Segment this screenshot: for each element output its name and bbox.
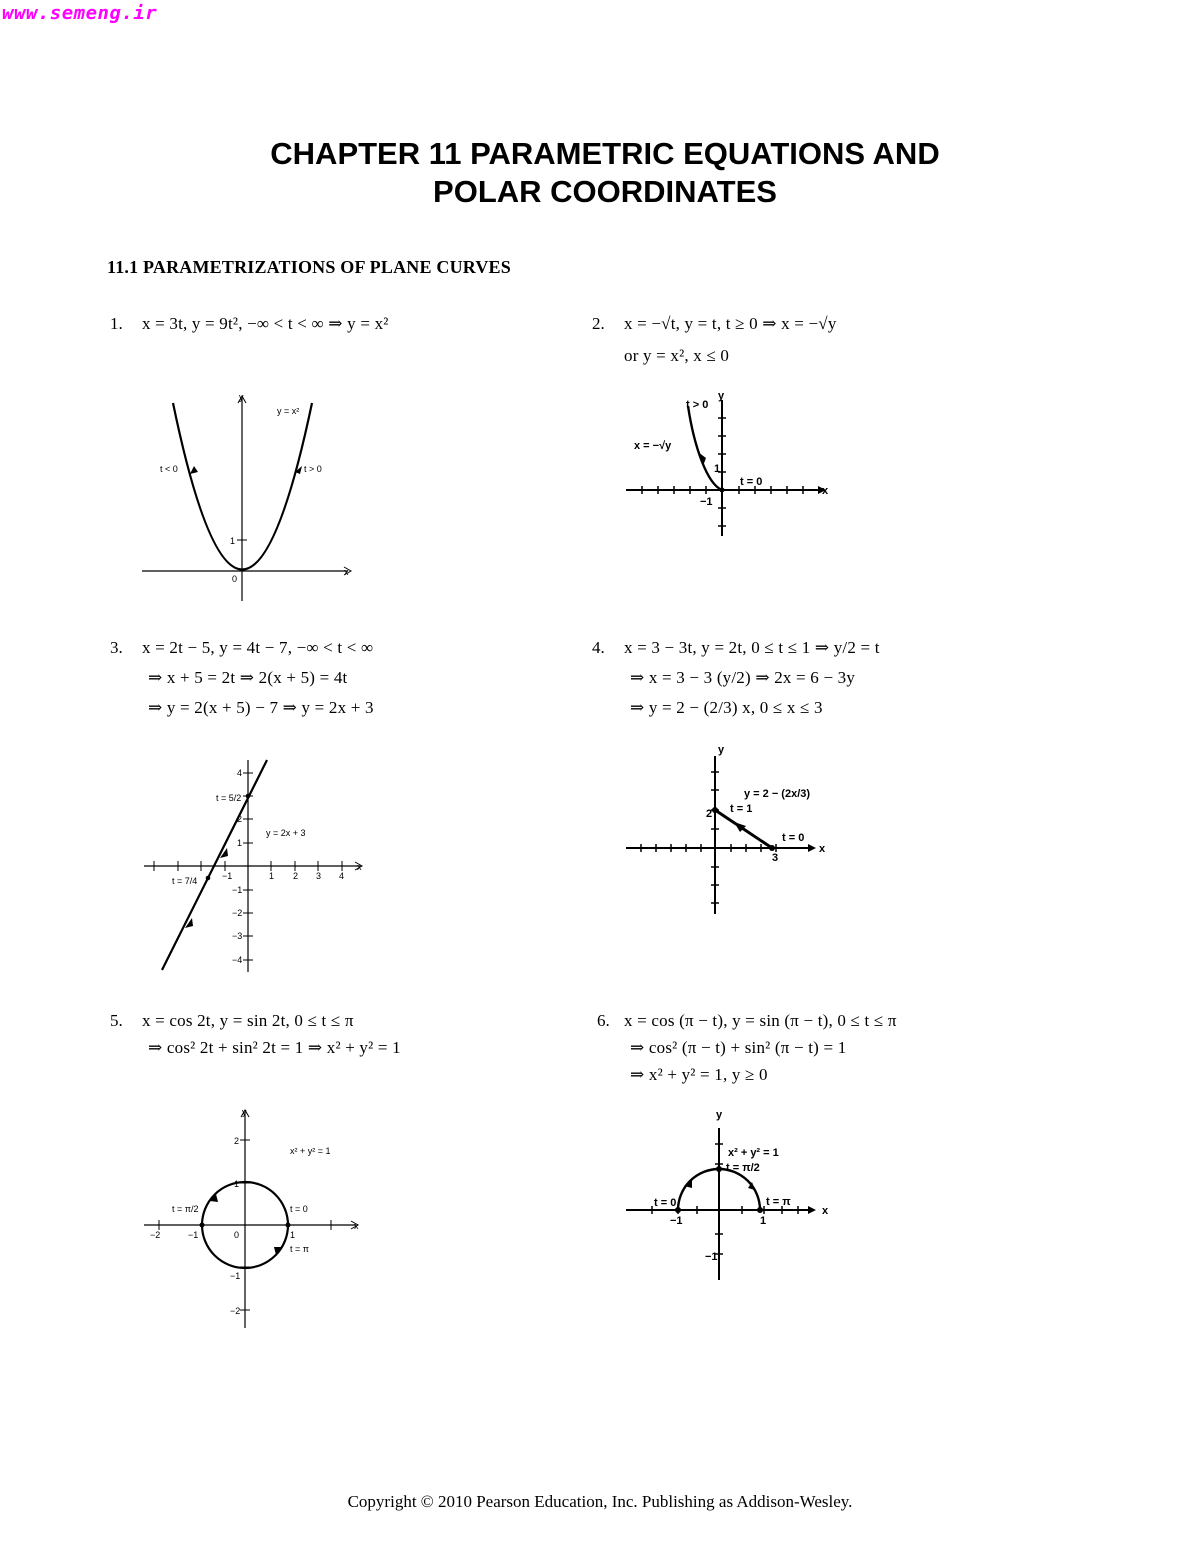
y-tick-2: 2 [237,814,243,824]
x-axis-label: x [357,862,362,872]
point-t-7-4 [206,876,211,881]
problem-6-number: 6. [597,1011,610,1030]
left-point-label: t = 0 [654,1197,677,1209]
x-tick-2: 2 [293,871,299,881]
x-tick-neg2: −2 [150,1230,161,1240]
problem-1-number: 1. [110,314,123,333]
right-point-label: t = π [766,1196,791,1208]
problem-3-line-2: ⇒ x + 5 = 2t ⇒ 2(x + 5) = 4t [148,668,348,687]
point-t-0 [286,1223,291,1228]
y-tick-4: 4 [237,768,243,778]
problem-2-line-1: x = −√t, y = t, t ≥ 0 ⇒ x = −√y [624,314,837,333]
semicircle-label: x² + y² = 1 [728,1147,779,1159]
point-t-pi-2 [200,1223,205,1228]
x-tick-neg1: −1 [670,1215,683,1227]
problem-3-line-1: x = 2t − 5, y = 4t − 7, −∞ < t < ∞ [142,638,374,657]
problem-1-line-1: x = 3t, y = 9t², −∞ < t < ∞ ⇒ y = x² [142,314,389,333]
x-axis-label: x [819,843,826,855]
x-tick-0: 0 [234,1230,240,1240]
point-t-pi [757,1207,763,1213]
problem-5-number: 5. [110,1011,123,1030]
graph-2 [622,388,837,540]
top-point-label: t = π/2 [726,1162,760,1174]
right-branch-label: t > 0 [304,464,322,474]
y-tick-neg1: −1 [232,885,243,895]
y-tick-2: 2 [234,1136,240,1146]
end-label: t = 0 [782,832,805,844]
problem-4-number: 4. [592,638,605,657]
point-t-1 [712,807,718,813]
origin-label: 0 [232,574,238,584]
x-axis-label: x [344,567,349,577]
graph-3 [140,752,370,976]
y-tick-neg2: −2 [230,1306,241,1316]
t-bottom-label: t = 7/4 [172,876,198,886]
point-t-0 [769,845,775,851]
y-tick-neg1: −1 [705,1251,718,1263]
left-branch-arrow [190,466,198,474]
x-axis-arrow [808,844,816,852]
y-tick-neg4: −4 [232,955,243,965]
problem-2-line-2: or y = x², x ≤ 0 [624,346,730,365]
x-tick-neg1: −1 [188,1230,199,1240]
y-axis-label: y [716,1109,723,1121]
problem-6-line-1: x = cos (π − t), y = sin (π − t), 0 ≤ t ≤ π [624,1011,897,1030]
problem-4-line-2: ⇒ x = 3 − 3 (y/2) ⇒ 2x = 6 − 3y [630,668,856,687]
end-label: t = 0 [740,476,763,488]
start-label: t = 1 [730,803,753,815]
problem-3-line-3: ⇒ y = 2(x + 5) − 7 ⇒ y = 2x + 3 [148,698,374,717]
x-tick-4: 4 [339,871,345,881]
chapter-title-line-1: CHAPTER 11 PARAMETRIC EQUATIONS AND [270,136,940,171]
left-point-label: t = π/2 [172,1204,199,1214]
x-axis-label: x [822,1205,829,1217]
point-t-pi-2 [716,1166,722,1172]
y-tick-neg1: −1 [230,1271,241,1281]
x-tick-3: 3 [316,871,322,881]
y-tick-neg2: −2 [232,908,243,918]
x-tick-neg1: −1 [222,871,233,881]
problem-6-line-3: ⇒ x² + y² = 1, y ≥ 0 [630,1065,768,1084]
y-tick-1: 1 [237,838,243,848]
section-heading: 11.1 PARAMETRIZATIONS OF PLANE CURVES [107,257,511,277]
y-axis-label: y [239,392,244,402]
left-branch-label: t < 0 [160,464,178,474]
graph-4 [622,740,837,918]
x-axis-label: x [822,485,829,497]
line-label: y = 2x + 3 [266,828,306,838]
y-axis-label: y [718,390,725,402]
right-top-label: t = 0 [290,1204,308,1214]
x-tick-1: 1 [760,1215,767,1227]
t-top-label: t = 5/2 [216,793,242,803]
y-tick-label: 2 [706,808,713,820]
x-tick-label: 3 [772,852,779,864]
x-tick-1: 1 [290,1230,296,1240]
right-bottom-label: t = π [290,1244,309,1254]
graph-6 [622,1104,837,1284]
y-axis-label: y [242,1107,247,1117]
start-point [720,488,725,493]
point-t-5-2 [246,794,251,799]
x-axis-label: x [354,1221,359,1231]
chapter-title-line-2: POLAR COORDINATES [433,174,777,209]
y-tick-1: 1 [234,1179,240,1189]
problem-6-line-2: ⇒ cos² (π − t) + sin² (π − t) = 1 [630,1038,847,1057]
circle-label: x² + y² = 1 [290,1146,331,1156]
top-label: t > 0 [686,399,709,411]
problem-4-line-1: x = 3 − 3t, y = 2t, 0 ≤ t ≤ 1 ⇒ y/2 = t [624,638,880,657]
problem-5-line-2: ⇒ cos² 2t + sin² 2t = 1 ⇒ x² + y² = 1 [148,1038,401,1057]
x-tick-1: 1 [269,871,275,881]
root-curve [688,406,722,490]
problem-2-number: 2. [592,314,605,333]
copyright-footer: Copyright © 2010 Pearson Education, Inc. Publishing as Addison-Wesley. [347,1492,853,1511]
y-axis-label: y [718,744,725,756]
curve-label: y = x² [277,406,300,416]
segment-label: y = 2 − (2x/3) [744,788,811,800]
x-tick-label: −1 [700,496,713,508]
problem-5-line-1: x = cos 2t, y = sin 2t, 0 ≤ t ≤ π [142,1011,354,1030]
graph-1 [130,388,370,608]
y-tick-neg3: −3 [232,931,243,941]
watermark: www.semeng.ir [2,2,158,24]
y-tick-label: 1 [714,463,721,475]
y-tick-label: 1 [230,536,236,546]
x-axis-arrow [808,1206,816,1214]
problem-4-line-3: ⇒ y = 2 − (2/3) x, 0 ≤ x ≤ 3 [630,698,823,717]
segment [715,810,772,848]
curve-label: x = −√y [634,440,672,452]
problem-3-number: 3. [110,638,123,657]
graph-5 [138,1104,368,1332]
